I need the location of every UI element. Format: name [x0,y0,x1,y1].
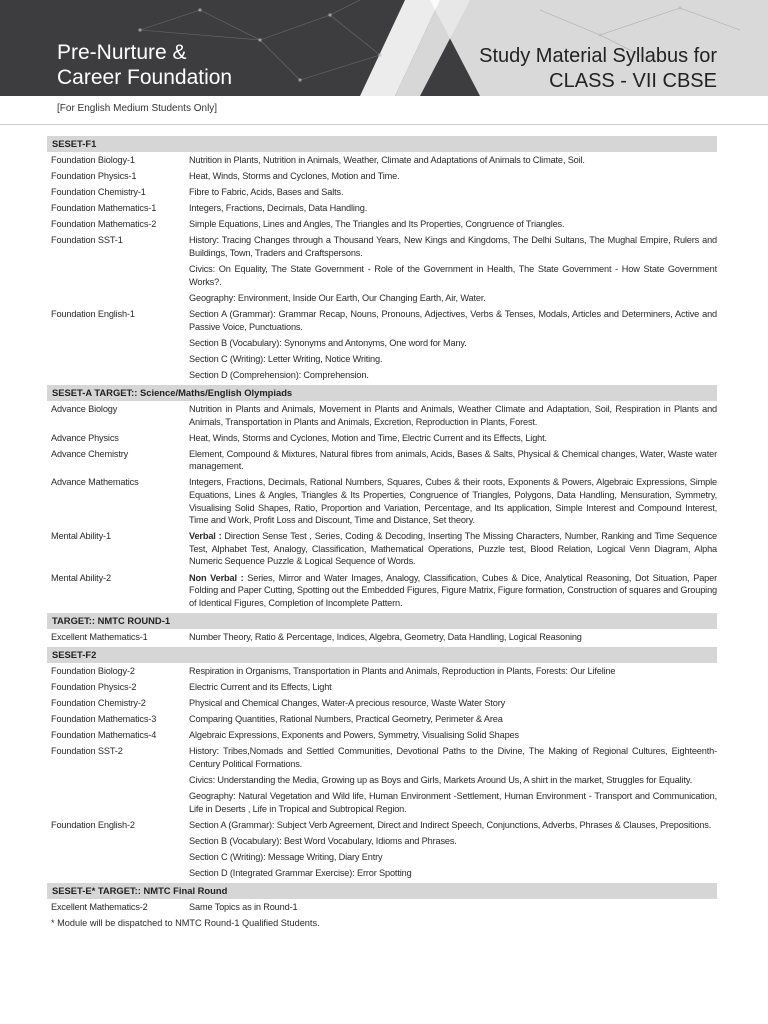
topics-list: Geography: Environment, Inside Our Earth, Our Changing Earth, Air, Water. [189,292,486,303]
topics-list: Civics: On Equality, The State Government - Role of the Government in Health, The State Government - How State Government Works?. [189,264,717,287]
syllabus-row [47,154,717,167]
subject-label [47,867,189,880]
topics-list: Physical and Chemical Changes, Water-A precious resource, Waste Water Story [189,698,506,709]
topics-text [189,218,717,231]
topics-text [189,530,717,568]
syllabus-row [47,218,717,231]
topics-list: Section D (Comprehension): Comprehension. [189,369,369,380]
subject-label [47,774,189,787]
topics-list: Section A (Grammar): Subject Verb Agreement, Direct and Indirect Speech, Conjunctions, Adverbs, Phrases & Clauses, Prepositions. [189,819,712,830]
topics-text [189,665,717,678]
subject-label: Foundation Mathematics-1 [51,203,157,214]
topics-category: Non Verbal : [189,572,248,583]
topics-text [189,729,717,742]
syllabus-title-line2: CLASS - VII CBSE [549,70,717,92]
syllabus-row [47,337,717,350]
subject-label: Foundation Mathematics-4 [51,730,157,741]
syllabus-title [479,44,717,94]
syllabus-row [47,681,717,694]
syllabus-row [47,202,717,215]
topics-text [189,476,717,526]
syllabus-row [47,631,717,644]
syllabus-row [47,790,717,815]
topics-list: Algebraic Expressions, Exponents and Powers, Symmetry, Visualising Solid Shapes [189,730,519,741]
topics-list: History: Tracing Changes through a Thousand Years, New Kings and Kingdoms, The Delhi Sultans, The Mughal Empire, Rulers and Buildings, Town, Traders and Craftspersons. [189,235,717,259]
topics-text [189,697,717,710]
topics-list: Section C (Writing): Message Writing, Diary Entry [189,852,383,863]
topics-list: Section D (Integrated Grammar Exercise): Error Spotting [189,868,412,879]
topics-list: Heat, Winds, Storms and Cyclones, Motion and Time, Electric Current and its Effects, Light. [189,432,547,443]
syllabus-row [47,572,717,610]
program-title-line1: Pre-Nurture & [57,41,187,64]
program-title [57,40,232,90]
subject-label [47,835,189,848]
syllabus-row [47,729,717,742]
program-title-line2: Career Foundation [57,66,233,89]
subject-label: Advance Chemistry [51,448,129,459]
section-header: TARGET:: NMTC ROUND-1 [47,613,717,629]
subject-label: Foundation Chemistry-2 [51,698,146,709]
topics-text [189,774,717,787]
topics-list: Comparing Quantities, Rational Numbers, Practical Geometry, Perimeter & Area [189,714,503,725]
topics-list: Nutrition in Plants, Nutrition in Animals, Weather, Climate and Adaptations of Animals to Climate, Soil. [189,155,585,165]
subject-label: Foundation Mathematics-3 [51,714,157,725]
topics-list: Number Theory, Ratio & Percentage, Indices, Algebra, Geometry, Data Handling, Logical Reasoning [189,631,582,642]
syllabus-table [47,135,717,930]
topics-text [189,186,717,199]
subject-label: Excellent Mathematics-1 [51,631,148,642]
topics-list: Element, Compound & Mixtures, Natural fibres from animals, Acids, Bases & Salts, Physical & Chemical changes, Water, Waste water management. [189,448,717,472]
topics-text [189,234,717,259]
syllabus-row [47,819,717,832]
topics-category: Verbal : [189,531,225,542]
subject-label [47,337,189,350]
topics-text [189,403,717,428]
subject-label [47,369,189,382]
topics-list: Electric Current and its Effects, Light [189,682,332,692]
subject-label: Foundation Physics-2 [51,682,137,692]
topics-list: Integers, Fractions, Decimals, Data Handling. [189,203,368,214]
topics-list: Same Topics as in Round-1 [189,902,298,913]
header-banner [0,0,768,96]
section-header: SESET-F2 [47,647,717,663]
topics-text [189,154,717,167]
syllabus-row [47,403,717,428]
topics-list: Section C (Writing): Letter Writing, Notice Writing. [189,353,383,364]
syllabus-row [47,835,717,848]
syllabus-row [47,665,717,678]
subject-label [47,263,189,288]
subject-label: Foundation Chemistry-1 [51,187,146,198]
section-header: SESET-A TARGET:: Science/Maths/English Olympiads [47,385,717,401]
topics-text [189,369,717,382]
subject-label: Mental Ability-1 [51,531,111,542]
subject-label: Mental Ability-2 [51,572,111,583]
syllabus-row [47,308,717,333]
topics-text [189,263,717,288]
topics-list: Civics: Understanding the Media, Growing up as Boys and Girls, Markets Around Us, A shirt in the market, Struggles for Equality. [189,775,693,786]
subject-label: Foundation English-1 [51,308,135,319]
topics-text [189,202,717,215]
syllabus-row [47,170,717,183]
topics-text [189,835,717,848]
section-header: SESET-F1 [47,136,717,152]
subject-label: Foundation Mathematics-2 [51,219,157,230]
syllabus-row [47,448,717,473]
syllabus-row [47,186,717,199]
syllabus-row [47,697,717,710]
syllabus-row [47,774,717,787]
syllabus-row [47,713,717,726]
syllabus-row [47,292,717,305]
subject-label: Foundation Biology-1 [51,155,135,165]
subject-label: Foundation Physics-1 [51,171,137,182]
topics-list: Series, Mirror and Water Images, Analogy, Classification, Cubes & Dice, Analytical Reasoning, Dot Situation, Paper Folding and Paper Cutting, Spotting out the Embedded Figures, Figure Matrix, Figure formation, Construction of squares and Grouping of Identical Figures, Completion of Incomplete Pattern. [189,572,717,608]
subject-label [47,292,189,305]
subject-label: Foundation SST-1 [51,235,123,246]
subject-label: Advance Biology [51,403,118,414]
syllabus-row [47,353,717,366]
subject-label: Foundation English-2 [51,819,135,830]
topics-list: Simple Equations, Lines and Angles, The Triangles and Its Properties, Congruence of Triangles. [189,219,565,230]
syllabus-row [47,745,717,770]
syllabus-row [47,234,717,259]
topics-list: History: Tribes,Nomads and Settled Communities, Devotional Paths to the Divine, The Making of Regional Cultures, Eighteenth- Century Political Formations. [189,746,717,769]
topics-list: Nutrition in Plants and Animals, Movement in Plants and Animals, Weather Climate and Adaptation, Soil, Respiration in Plants and Animals, Transportation in Plants and Animals, Excretion, Reproduction in Plants, Forest. [189,403,717,427]
subject-label [47,851,189,864]
syllabus-row [47,263,717,288]
syllabus-row [47,901,717,914]
syllabus-row [47,432,717,445]
topics-text [189,292,717,305]
topics-text [189,572,717,610]
topics-list: Fibre to Fabric, Acids, Bases and Salts. [189,187,344,198]
topics-text [189,448,717,473]
topics-text [189,308,717,333]
subject-label [47,353,189,366]
footnote: * Module will be dispatched to NMTC Round-1 Qualified Students. [51,918,320,929]
topics-list: Geography: Natural Vegetation and Wild life, Human Environment -Settlement, Human Environment - Transport and Communication, Life in Deserts , Life in Tropical and Subtropical Region. [189,791,717,814]
topics-list: Section A (Grammar): Grammar Recap, Nouns, Pronouns, Adjectives, Verbs & Tenses, Modals, Articles and Determiners, Active and Passive Voice, Punctuations. [189,308,717,332]
topics-text [189,713,717,726]
section-header: SESET-E* TARGET:: NMTC Final Round [47,883,717,899]
topics-text [189,790,717,815]
topics-list: Direction Sense Test , Series, Coding & Decoding, Inserting The Missing Characters, Number, Ranking and Time Sequence Test, Alphabet Test, Analogy, Classification, Mathematical Operations, Puzzle test, Blood Relation, Logical Venn Diagram, Alpha Numeric Sequence Puzzle & Logical Sequence of Words. [189,531,717,567]
subject-label: Excellent Mathematics-2 [51,902,148,913]
topics-text [189,819,717,832]
medium-note: [For English Medium Students Only] [57,103,218,114]
topics-text [189,170,717,183]
subject-label: Foundation Biology-2 [51,665,135,676]
topics-list: Section B (Vocabulary): Synonyms and Antonyms, One word for Many. [189,337,467,348]
subject-label: Advance Physics [51,432,119,443]
subject-label: Foundation SST-2 [51,746,123,757]
topics-list: Heat, Winds, Storms and Cyclones, Motion and Time. [189,171,400,182]
topics-text [189,432,717,445]
topics-text [189,631,717,644]
syllabus-title-line1: Study Material Syllabus for [479,45,717,67]
topics-list: Respiration in Organisms, Transportation in Plants and Animals, Reproduction in Plants, Forests: Our Lifeline [189,665,616,676]
topics-text [189,867,717,880]
syllabus-row [47,369,717,382]
topics-text [189,901,717,914]
topics-text [189,681,717,694]
syllabus-row [47,851,717,864]
topics-list: Section B (Vocabulary): Best Word Vocabulary, Idioms and Phrases. [189,835,457,846]
syllabus-row [47,530,717,568]
subject-label [47,790,189,815]
topics-text [189,851,717,864]
syllabus-row [47,476,717,526]
topics-text [189,745,717,770]
topics-text [189,353,717,366]
subject-label: Advance Mathematics [51,477,139,488]
divider [0,124,768,125]
topics-list: Integers, Fractions, Decimals, Rational Numbers, Squares, Cubes & their roots, Exponents & Powers, Algebraic Expressions, Simple Equations, Lines & Angles, Triangles & Its Properties, Congruence of Triangles, Polygons, Data Handling, Mensuration, Symmetry, Visualising Solid Shapes, Ratio, Proportion and Variation, Percentage, and Its application, Simple Interest and Compound Interest, Time and Work, Profit Loss and Discount, Time and Distance, Set theory. [189,477,717,526]
syllabus-row [47,867,717,880]
topics-text [189,337,717,350]
